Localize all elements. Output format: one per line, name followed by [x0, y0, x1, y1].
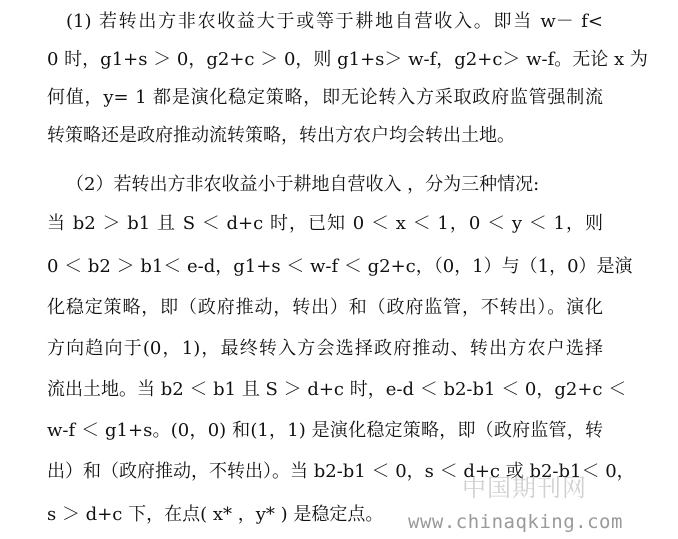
- text-line-8: 化稳定策略，即（政府推动，转出）和（政府监管，不转出）。演化: [47, 297, 603, 318]
- watermark-site-name: 中国期刊网: [462, 474, 587, 502]
- text-line-11: w-f ＜ g1+s。(0，0) 和(1，1) 是演化稳定策略，即（政府监管，转: [47, 420, 603, 441]
- text-line-5: （2）若转出方非农收益小于耕地自营收入 ，分为三种情况:: [66, 174, 540, 195]
- text-line-10: 流出土地。当 b2 ＜ b1 且 S ＞ d+c 时，e-d ＜ b2-b1 ＜ 0，g2+c ＜: [47, 379, 627, 400]
- text-line-1: (1) 若转出方非农收益大于或等于耕地自营收入。即当 w－ f<: [66, 11, 603, 32]
- watermark-url: www.chinaqking.com: [408, 511, 623, 533]
- text-line-7: 0 ＜ b2 ＞ b1＜ e-d，g1+s ＜ w-f ＜ g2+c，（0，1）与（1，0）是演: [47, 256, 633, 277]
- text-line-2: 0 时，g1+s ＞ 0，g2+c ＞ 0，则 g1+s＞ w-f，g2+c＞ w-f。无论 x 为: [47, 49, 648, 70]
- text-line-6: 当 b2 ＞ b1 且 S ＜ d+c 时，已知 0 ＜ x ＜ 1，0 ＜ y ＜ 1，则: [47, 213, 603, 234]
- text-line-4: 转策略还是政府推动流转策略，转出方农户均会转出土地。: [47, 125, 515, 146]
- text-line-13: s ＞ d+c 下，在点( x* ，y* ) 是稳定点。: [47, 504, 384, 525]
- text-line-9: 方向趋向于(0，1)，最终转入方会选择政府推动、转出方农户选择: [47, 338, 603, 359]
- text-line-12: 出）和（政府推动，不转出）。当 b2-b1 ＜ 0，s ＜ d+c 或 b2-b1＜ 0，: [47, 461, 635, 482]
- text-line-3: 何值，y= 1 都是演化稳定策略，即无论转入方采取政府监管强制流: [47, 87, 603, 108]
